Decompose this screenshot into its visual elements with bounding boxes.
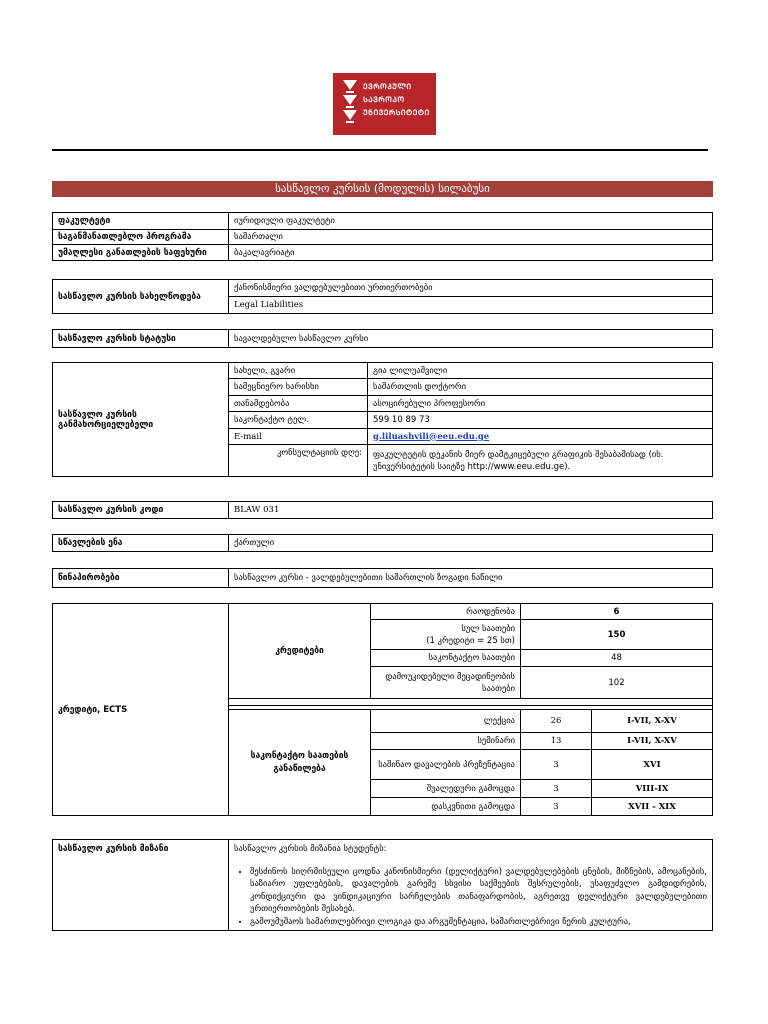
consultation-value: ფაკულტეტის დეკანის მიერ დამტკიცებული გრაფიკის შესაბამისად (იხ. უნივერსიტეტის საიტზე http://www.eeu.edu.ge). xyxy=(368,445,713,477)
lecturer-email-link[interactable]: g.liluashvili@eeu.edu.ge xyxy=(373,431,490,442)
goal-list xyxy=(234,866,707,929)
course-code-label: სასწავლო კურსის კოდი xyxy=(53,502,229,519)
program-label: საგანმანათლებლო პროგრამა xyxy=(53,230,229,245)
program-value: სამართალი xyxy=(229,230,713,245)
table-row xyxy=(53,363,713,379)
lecturer-row-label: სახელი, გვარი xyxy=(229,363,368,379)
distribution-type: შუალედური გამოცდა xyxy=(371,780,521,798)
table-row xyxy=(53,840,713,931)
quantity-value: 6 xyxy=(521,604,713,620)
table-row xyxy=(53,330,713,348)
level-value: ბაკალავრიატი xyxy=(229,245,713,261)
distribution-label: საკონტაქტო საათების განაწილება xyxy=(229,710,371,816)
table-row xyxy=(53,535,713,552)
goal-label: სასწავლო კურსის მიზანი xyxy=(53,840,229,931)
lecturer-phone: 599 10 89 73 xyxy=(368,412,713,429)
lecturer-table xyxy=(52,362,713,477)
university-logo xyxy=(333,73,436,135)
table-row xyxy=(53,569,713,588)
lecturer-degree: სამართლის დოქტორი xyxy=(368,379,713,396)
distribution-type: დასკვნითი გამოცდა xyxy=(371,798,521,816)
course-name-en: Legal Liabilities xyxy=(229,297,713,314)
distribution-weeks: XVI xyxy=(592,750,713,780)
course-name-label: სასწავლო კურსის სახელწოდება xyxy=(53,280,229,314)
prerequisites-label: წინაპირობები xyxy=(53,569,229,588)
logo-line-1: ᲔᲕᲠᲝᲞᲣᲚᲘ xyxy=(363,82,412,91)
header-divider xyxy=(52,149,708,151)
credits-table xyxy=(52,603,713,816)
contact-hours-label: საკონტაქტო საათები xyxy=(371,650,521,667)
spacer xyxy=(229,699,713,706)
lecturer-label: სასწავლო კურსის განმახორციელებელი xyxy=(53,363,229,477)
course-status-label: სასწავლო კურსის სტატუსი xyxy=(53,330,229,348)
course-status-value: სავალდებულო სასწავლო კურსი xyxy=(229,330,713,348)
lecturer-position: ასოცირებული პროფესორი xyxy=(368,396,713,412)
faculty-value: იურიდიული ფაკულტეტი xyxy=(229,213,713,230)
syllabus-title: სასწავლო კურსის (მოდულის) სილაბუსი xyxy=(52,181,713,197)
distribution-hours: 26 xyxy=(521,710,592,733)
distribution-type: საშინაო დავალების პრეზენტაცია xyxy=(371,750,521,780)
independent-hours-value: 102 xyxy=(521,667,713,699)
logo-bar xyxy=(346,106,354,108)
list-item: • შესძინოს სიღრმისეული ცოდნა კანონისმიერი (დელიქტური) ვალდებულებების ცნების, მიზნების, ამოცანების, საზიარო უფლებების, დავალების გარეშე სხვისი საქმეების შესრულების, უსაფუძვლო გამდიდრების, კონდიქციური და ვინდიკაციური სარჩელების თანაფარდობის, აგრეთვე დელიქტური ვალდებულებითი ურთიერთობების შესახებ. xyxy=(250,866,707,916)
credits-label: კრედიტები xyxy=(229,604,371,699)
distribution-hours: 3 xyxy=(521,798,592,816)
lecturer-row-label: საკონტაქტო ტელ. xyxy=(229,412,368,429)
lecturer-name: გია ლილუაშვილი xyxy=(368,363,713,379)
distribution-hours: 13 xyxy=(521,733,592,750)
goal-intro: სასწავლო კურსის მიზანია სტუდენტს: xyxy=(234,844,387,854)
language-label: სწავლების ენა xyxy=(53,535,229,552)
contact-hours-value: 48 xyxy=(521,650,713,667)
total-hours-label: სულ საათები xyxy=(461,623,515,634)
distribution-hours: 3 xyxy=(521,780,592,798)
table-row xyxy=(53,502,713,519)
lecturer-row-label: თანამდებობა xyxy=(229,396,368,412)
general-info-table xyxy=(52,212,713,261)
language-table xyxy=(52,534,713,552)
course-name-table xyxy=(52,279,713,314)
prerequisites-table xyxy=(52,568,713,588)
distribution-weeks: I-VII, X-XV xyxy=(592,710,713,733)
logo-line-2: ᲡᲐᲕᲠᲝᲞᲝ xyxy=(363,95,405,104)
table-row xyxy=(53,604,713,620)
distribution-weeks: VIII-IX xyxy=(592,780,713,798)
consultation-label: კონსულტაციის დღე: xyxy=(229,445,368,477)
credits-ects-label: კრედიტი, ECTS xyxy=(53,604,229,816)
level-label: უმაღლესი განათლების საფეხური xyxy=(53,245,229,261)
table-row xyxy=(53,213,713,230)
goal-table xyxy=(52,839,713,931)
total-hours-value: 150 xyxy=(521,620,713,650)
total-hours-note: (1 კრედიტი = 25 სთ) xyxy=(426,635,515,646)
logo-triangle-icon xyxy=(343,80,357,90)
lecturer-row-label: E-mail xyxy=(229,429,368,445)
language-value: ქართული xyxy=(229,535,713,552)
distribution-hours: 3 xyxy=(521,750,592,780)
table-row xyxy=(53,280,713,297)
lecturer-row-label: სამეცნიერო ხარისხი xyxy=(229,379,368,396)
independent-hours-label: დამოუკიდებელი მეცადინეობის საათები xyxy=(371,667,521,699)
distribution-weeks: I-VII, X-XV xyxy=(592,733,713,750)
logo-bar xyxy=(346,91,354,93)
course-code-table xyxy=(52,501,713,519)
table-row xyxy=(53,230,713,245)
course-status-table xyxy=(52,329,713,348)
list-item: • გამოუმუშაოს სამართლებრივი ლოგიკა და არგუმენტაცია, სამართლებრივი წერის კულტურა, xyxy=(250,916,707,929)
distribution-type: სემინარი xyxy=(371,733,521,750)
course-code-value: BLAW 031 xyxy=(229,502,713,519)
logo-triangle-icon xyxy=(343,110,357,120)
prerequisites-value: სასწავლო კურსი - ვალდებულებითი სამართლის ზოგადი ნაწილი xyxy=(229,569,713,588)
distribution-type: ლექცია xyxy=(371,710,521,733)
course-name-ka: ქანონისმიერი ვალდებულებითი ურთიერთობები xyxy=(229,280,713,297)
logo-triangle-icon xyxy=(343,95,357,105)
faculty-label: ფაკულტეტი xyxy=(53,213,229,230)
logo-bar xyxy=(346,121,354,123)
quantity-label: რაოდენობა xyxy=(371,604,521,620)
distribution-weeks: XVII - XIX xyxy=(592,798,713,816)
table-row xyxy=(53,245,713,261)
logo-line-3: ᲣᲜᲘᲕᲔᲠᲡᲘᲢᲔᲢᲘ xyxy=(363,108,430,117)
